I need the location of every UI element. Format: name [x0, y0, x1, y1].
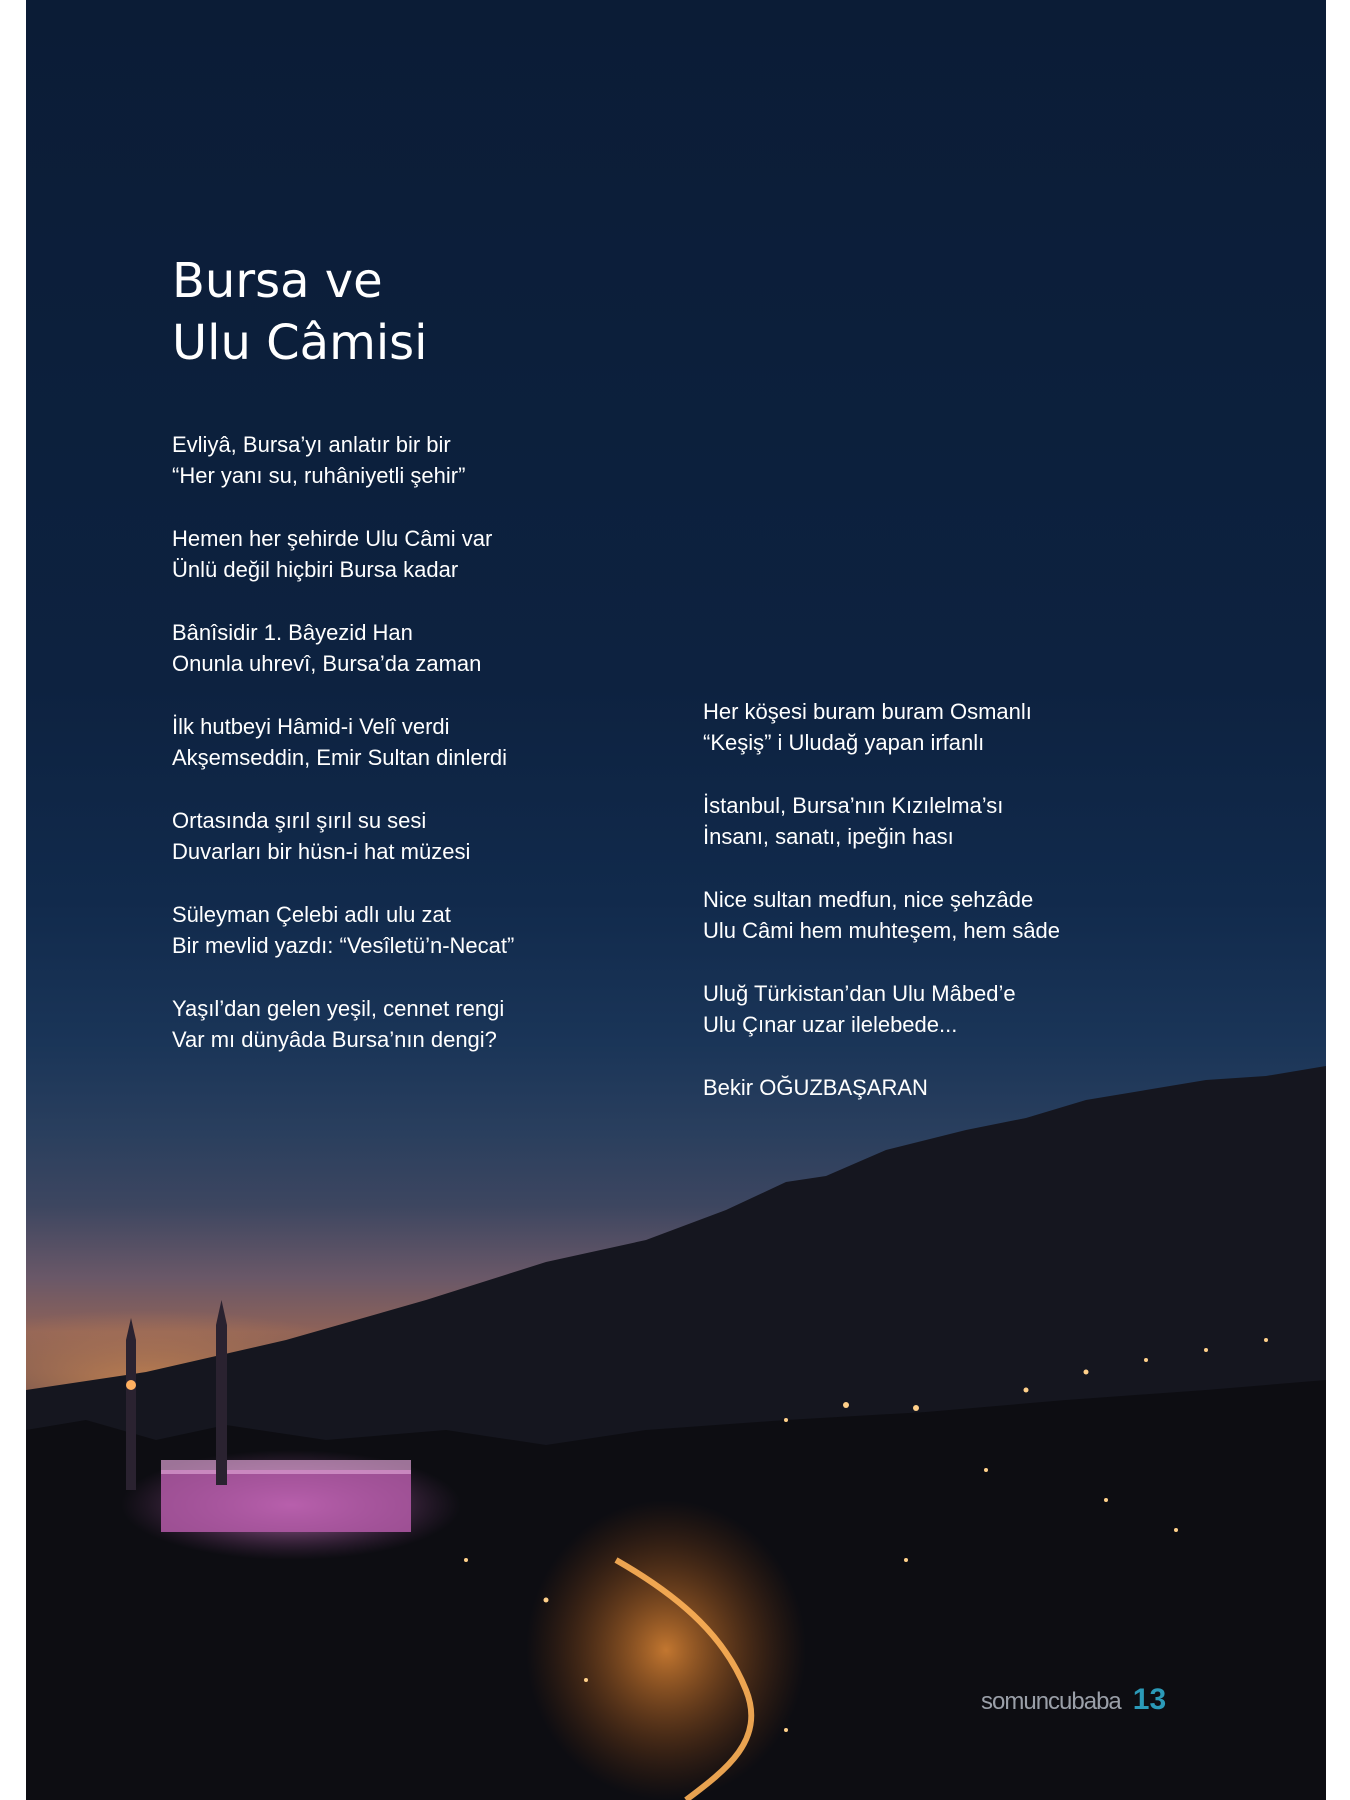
minaret-left	[126, 1340, 136, 1490]
verse-line: Her köşesi buram buram Osmanlı	[703, 699, 1032, 724]
magazine-page	[26, 0, 1326, 1800]
stanza	[703, 978, 1223, 1040]
verse-line: Var mı dünyâda Bursa’nın dengi?	[172, 1027, 497, 1052]
verse-line: Ünlü değil hiçbiri Bursa kadar	[172, 557, 459, 582]
verse-line: Evliyâ, Bursa’yı anlatır bir bir	[172, 432, 451, 457]
verse-line: Akşemseddin, Emir Sultan dinlerdi	[172, 745, 508, 770]
verse-line: İstanbul, Bursa’nın Kızılelma’sı	[703, 793, 1004, 818]
poem-right-column	[703, 696, 1223, 1103]
page-footer	[981, 1683, 1166, 1717]
verse-line: Bir mevlid yazdı: “Vesîletü’n-Necat”	[172, 933, 515, 958]
stanza	[172, 429, 632, 491]
verse-line: Duvarları bir hüsn-i hat müzesi	[172, 839, 471, 864]
verse-line: İlk hutbeyi Hâmid-i Velî verdi	[172, 714, 450, 739]
verse-line: Ulu Çınar uzar ilelebede...	[703, 1012, 958, 1037]
poem-author: Bekir OĞUZBAŞARAN	[703, 1075, 928, 1100]
minaret-light	[126, 1380, 136, 1390]
verse-line: Onunla uhrevî, Bursa’da zaman	[172, 651, 482, 676]
verse-line: Nice sultan medfun, nice şehzâde	[703, 887, 1034, 912]
magazine-brand: somuncubaba	[981, 1688, 1121, 1715]
verse-line: “Her yanı su, ruhâniyetli şehir”	[172, 463, 466, 488]
poem-left-column	[172, 429, 632, 1087]
stanza	[172, 805, 632, 867]
stanza	[172, 899, 632, 961]
verse-line: Ortasında şırıl şırıl su sesi	[172, 808, 427, 833]
poem-title-line: Ulu Câmisi	[172, 315, 428, 371]
verse-line: “Keşiş” i Uludağ yapan irfanlı	[703, 730, 985, 755]
verse-line: Hemen her şehirde Ulu Câmi var	[172, 526, 493, 551]
mosque-roof	[161, 1460, 411, 1474]
verse-line: İnsanı, sanatı, ipeğin hası	[703, 824, 954, 849]
stanza	[172, 617, 632, 679]
verse-line: Yaşıl’dan gelen yeşil, cennet rengi	[172, 996, 505, 1021]
verse-line: Ulu Câmi hem muhteşem, hem sâde	[703, 918, 1061, 943]
minaret-right-spire	[216, 1300, 227, 1325]
stanza	[703, 790, 1223, 852]
poem-title-line: Bursa ve	[172, 253, 383, 309]
page-number: 13	[1132, 1683, 1167, 1716]
stanza	[703, 884, 1223, 946]
stanza	[172, 993, 632, 1055]
mosque-building	[161, 1470, 411, 1532]
verse-line: Süleyman Çelebi adlı ulu zat	[172, 902, 451, 927]
poem-title	[172, 250, 428, 374]
verse-line: Bânîsidir 1. Bâyezid Han	[172, 620, 413, 645]
minaret-right	[216, 1325, 227, 1485]
verse-line: Uluğ Türkistan’dan Ulu Mâbed’e	[703, 981, 1016, 1006]
stanza	[172, 523, 632, 585]
stanza	[703, 696, 1223, 758]
road-glow	[526, 1500, 806, 1800]
stanza	[172, 711, 632, 773]
